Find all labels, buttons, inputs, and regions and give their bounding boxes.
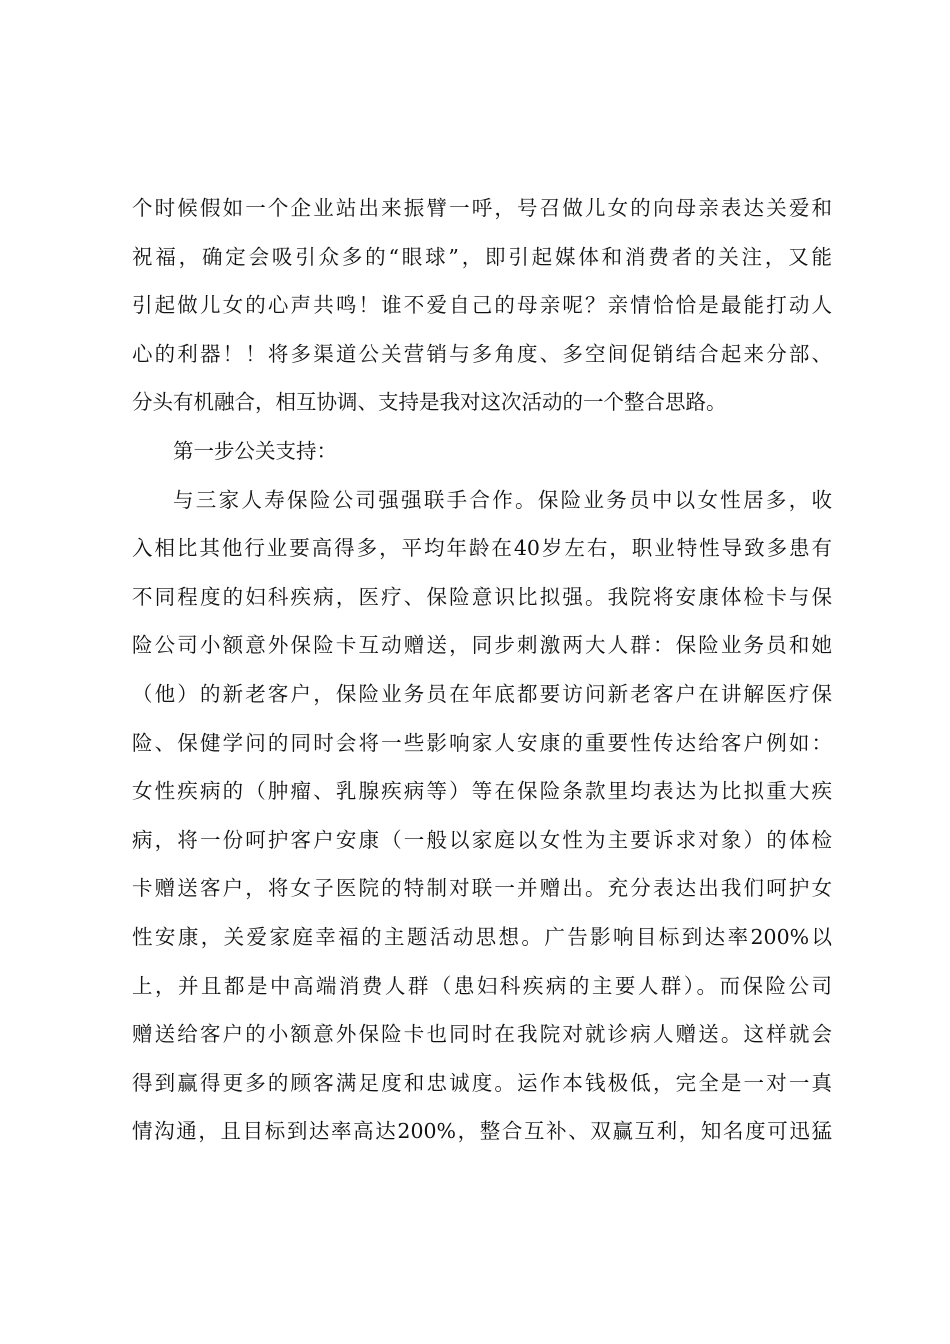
- text-line: 女性疾病的（肿瘤、乳腺疾病等）等在保险条款里均表达为比拟重大疾: [132, 779, 832, 804]
- text-line: 情沟通，且目标到达率高达200%，整合互补、双赢互利，知名度可迅猛: [132, 1119, 832, 1144]
- body-text: [132, 184, 832, 1156]
- text-line: 性安康，关爱家庭幸福的主题活动思想。广告影响目标到达率200%以: [132, 924, 832, 949]
- text-line: 引起做儿女的心声共鸣！谁不爱自己的母亲呢？亲情恰恰是最能打动人: [132, 293, 832, 318]
- text-line: 分头有机融合，相互协调、支持是我对这次活动的一个整合思路。: [132, 390, 727, 415]
- text-line: 上，并且都是中高端消费人群（患妇科疾病的主要人群）。而保险公司: [132, 973, 832, 998]
- text-line: 赠送给客户的小额意外保险卡也同时在我院对就诊病人赠送。这样就会: [132, 1022, 832, 1047]
- text-line: 险公司小额意外保险卡互动赠送，同步刺激两大人群：保险业务员和她: [132, 633, 832, 658]
- text-line: 入相比其他行业要高得多，平均年龄在40岁左右，职业特性导致多患有: [132, 536, 832, 561]
- text-line: 卡赠送客户，将女子医院的特制对联一并赠出。充分表达出我们呵护女: [132, 876, 832, 901]
- text-line: 不同程度的妇科疾病，医疗、保险意识比拟强。我院将安康体检卡与保: [132, 584, 832, 609]
- text-line: 个时候假如一个企业站出来振臂一呼，号召做儿女的向母亲表达关爱和: [132, 196, 832, 220]
- text-line: 心的利器！！将多渠道公关营销与多角度、多空间促销结合起来分部、: [132, 341, 832, 366]
- text-line: 与三家人寿保险公司强强联手合作。保险业务员中以女性居多，收: [173, 487, 832, 512]
- text-line: 祝福，确定会吸引众多的“眼球”，即引起媒体和消费者的关注，又能: [132, 244, 832, 269]
- text-line: 病，将一份呵护客户安康（一般以家庭以女性为主要诉求对象）的体检: [132, 827, 832, 852]
- text-line: 得到赢得更多的顾客满足度和忠诚度。运作本钱极低，完全是一对一真: [132, 1070, 832, 1095]
- section-heading: 第一步公关支持：: [173, 438, 337, 463]
- text-line: 险、保健学问的同时会将一些影响家人安康的重要性传达给客户例如：: [132, 730, 832, 755]
- text-line: （他）的新老客户，保险业务员在年底都要访问新老客户在讲解医疗保: [132, 681, 832, 706]
